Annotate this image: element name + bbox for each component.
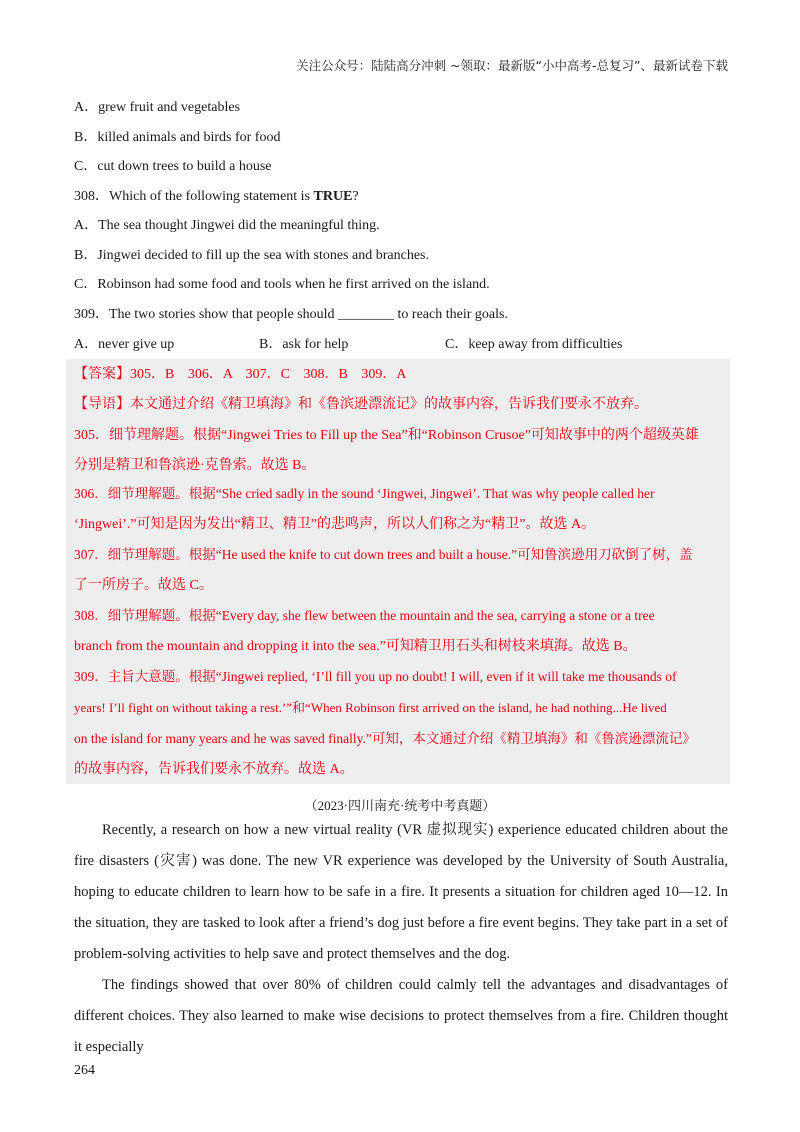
page-header: 关注公众号：陆陆高分冲刺 ~领取：最新版“小中高考-总复习”、最新试卷下载 — [296, 58, 728, 73]
q309-options — [74, 335, 622, 355]
explanation-line: years! I’ll fight on without taking a rest.’”和“When Robinson first arrived on the island, he had nothing...He lived — [74, 700, 667, 715]
answer-panel — [66, 359, 730, 784]
explanation-line: 305．细节理解题。根据“Jingwei Tries to Fill up the Sea”和“Robinson Crusoe”可知故事中的两个超级英雄 — [74, 428, 699, 443]
explanation-line: on the island for many years and he was saved finally.”可知，本文通过介绍《精卫填海》和《鲁滨逊漂流记》 — [74, 731, 696, 746]
q308-option-a: A．The sea thought Jingwei did the meaningful thing. — [74, 218, 380, 233]
q308-option-c: C．Robinson had some food and tools when he first arrived on the island. — [74, 277, 490, 292]
q309-option-b: B．ask for help — [259, 337, 349, 352]
page-number: 264 — [74, 1063, 95, 1078]
passage-paragraph-2: The findings showed that over 80% of children could calmly tell the advantages and disadvantages of different choices. They also learned to make wise decisions to protect themselves from a fire. Children thought it especially — [74, 977, 728, 1055]
explanation-line: 306．细节理解题。根据“She cried sadly in the sound ‘Jingwei, Jingwei’. That was why people called her — [74, 486, 655, 501]
passage-paragraph-1: Recently, a research on how a new virtual reality (VR 虚拟现实) experience educated children about the fire disasters (灾害) was done. The new VR experience was developed by the University of South Australia, hoping to educate children to learn how to be safe in a fire. It presents a situation for children aged 10—12. In the situation, they are tasked to look after a friend’s dog just before a fire event begins. They take part in a set of problem-solving activities to help save and protect themselves and the dog. — [74, 822, 728, 962]
explanation-line: 308．细节理解题。根据“Every day, she flew between the mountain and the sea, carrying a stone or a tree — [74, 608, 655, 623]
q309-option-a: A．never give up — [74, 337, 175, 352]
explanation-line: 307．细节理解题。根据“He used the knife to cut down trees and built a house.”可知鲁滨逊用刀砍倒了树，盖 — [74, 547, 693, 562]
explanation-line: ‘Jingwei’.”可知是因为发出“精卫、精卫”的悲鸣声，所以人们称之为“精卫”。故选 A。 — [74, 517, 596, 532]
q308-option-b: B．Jingwei decided to fill up the sea with stones and branches. — [74, 248, 429, 263]
q309-option-c: C．keep away from difficulties — [445, 337, 623, 352]
option-b: B．killed animals and birds for food — [74, 130, 281, 145]
option-a: A．grew fruit and vegetables — [74, 100, 240, 115]
explanation-line: branch from the mountain and dropping it into the sea.”可知精卫用石头和树枝来填海。故选 B。 — [74, 639, 637, 654]
explanation-line: 的故事内容，告诉我们要永不放弃。故选 A。 — [74, 762, 354, 777]
answer-key: 【答案】305．B 306．A 307．C 308．B 309．A — [74, 367, 407, 382]
question-308: 308．Which of the following statement is TRUE? — [74, 189, 359, 204]
source-citation: （2023·四川南充·统考中考真题） — [304, 798, 496, 813]
question-309: 309．The two stories show that people should ________ to reach their goals. — [74, 307, 508, 322]
explanation-line: 了一所房子。故选 C。 — [74, 578, 213, 593]
explanation-line: 309．主旨大意题。根据“Jingwei replied, ‘I’ll fill you up no doubt! I will, even if it will take me thousands of — [74, 669, 677, 684]
option-c: C．cut down trees to build a house — [74, 159, 272, 174]
guide-text: 【导语】本文通过介绍《精卫填海》和《鲁滨逊漂流记》的故事内容，告诉我们要永不放弃。 — [74, 397, 648, 412]
explanation-line: 分别是精卫和鲁滨逊·克鲁索。故选 B。 — [74, 458, 316, 473]
